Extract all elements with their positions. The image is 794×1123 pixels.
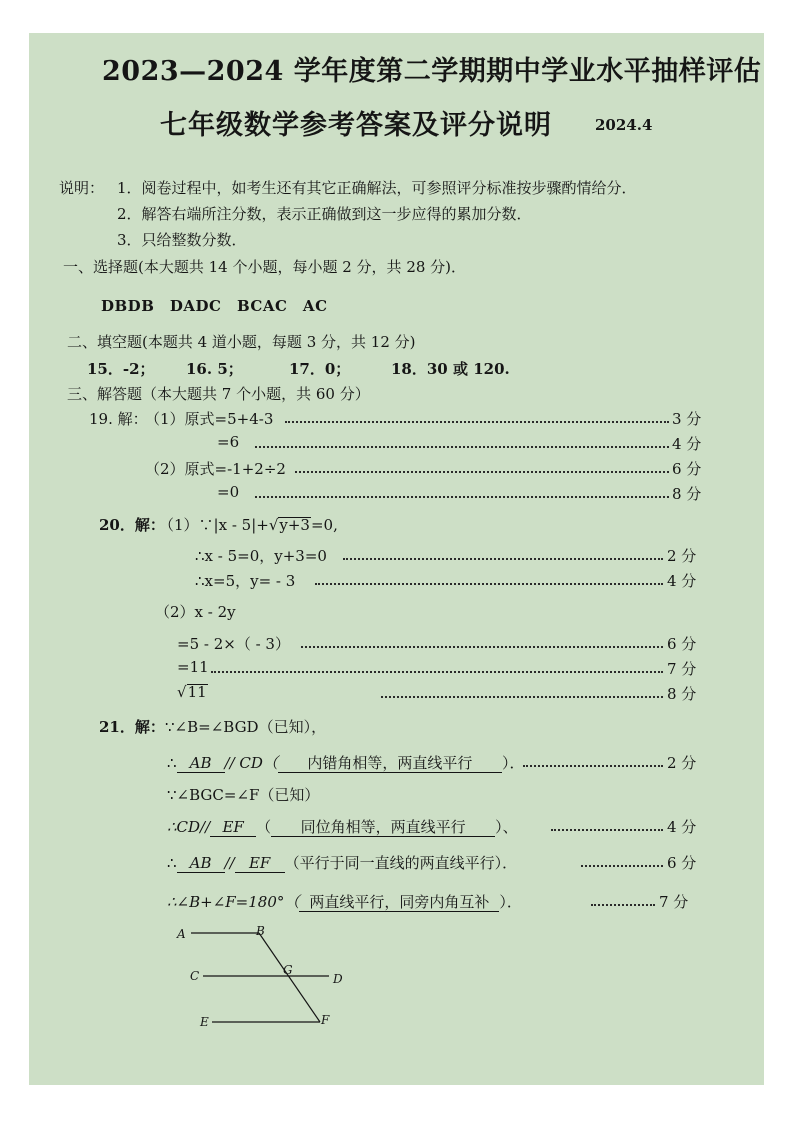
q20-line7 <box>177 683 208 701</box>
date: 2024.4 <box>595 116 653 134</box>
label-a: A <box>177 927 186 941</box>
q21-line2 <box>167 752 524 773</box>
q20-score-3: 4 分 <box>667 572 697 590</box>
q21-line5-b: // <box>224 854 235 872</box>
q21-line5 <box>167 852 517 873</box>
q20-line1 <box>159 514 338 535</box>
q20-leader-5 <box>301 646 663 648</box>
q21-blank-reason-1: 内错角相等，两直线平行 <box>278 755 502 773</box>
note-1: 1．阅卷过程中，如考生还有其它正确解法，可参照评分标准按步骤酌情给分． <box>117 179 637 197</box>
section3-heading: 三、解答题（本大题共 7 个小题，共 60 分） <box>67 385 370 403</box>
q21-line4-b: （ <box>256 818 272 836</box>
section1-heading: 一、选择题(本大题共 14 个小题，每小题 2 分，共 28 分)． <box>63 258 467 276</box>
q19-leader-3 <box>295 471 669 473</box>
note-3: 3．只给整数分数． <box>117 231 247 249</box>
q21-blank-ab-1: AB <box>177 755 225 773</box>
q20-line1-radicand: y+3 <box>279 516 310 534</box>
q20-line1-b: =0, <box>310 516 338 534</box>
choice-answers: DBDB DADC BCAC AC <box>101 297 328 315</box>
q21-label: 21．解： <box>99 718 165 736</box>
notes-label: 说明： <box>59 179 105 197</box>
q21-leader-6 <box>591 904 655 906</box>
q20-score-5: 6 分 <box>667 635 697 653</box>
q21-blank-ef-1: EF <box>210 819 256 837</box>
q19-line2: =6 <box>217 433 240 451</box>
q20-leader-6 <box>211 671 663 673</box>
q21-line4-a: ∴CD// <box>167 818 211 836</box>
q19-score-3: 6 分 <box>672 460 702 478</box>
label-b: B <box>256 924 265 938</box>
answer-18: 18．30 或 120. <box>391 360 510 378</box>
q21-line1: ∵∠B=∠BGD（已知）， <box>165 718 327 736</box>
q19-label: 19. 解： <box>89 410 148 428</box>
answer-sheet <box>29 33 764 1085</box>
q20-line6: =11 <box>177 658 209 676</box>
q20-leader-2 <box>343 558 663 560</box>
q21-blank-ef-2: EF <box>235 855 285 873</box>
q19-leader-1 <box>285 421 669 423</box>
q21-line2-c: ）． <box>501 754 525 772</box>
q21-score-5: 6 分 <box>667 854 697 872</box>
label-c: C <box>190 969 200 983</box>
q21-score-2: 2 分 <box>667 754 697 772</box>
q21-line5-c: （平行于同一直线的两直线平行）． <box>284 854 518 872</box>
q19-line1: （1）原式=5+4-3 <box>145 410 274 428</box>
q21-leader-2 <box>523 765 663 767</box>
q21-line6-c: ）． <box>499 893 522 911</box>
transversal-bf <box>259 933 320 1022</box>
q20-score-6: 7 分 <box>667 660 697 678</box>
q21-line4-c: ）、 <box>495 818 518 836</box>
q21-line6-a: ∴∠B+∠F=180°（ <box>167 893 300 911</box>
q20-line2: ∴x - 5=0，y+3=0 <box>195 547 327 565</box>
note-2: 2．解答右端所注分数，表示正确做到这一步应得的累加分数． <box>117 205 532 223</box>
q19-score-2: 4 分 <box>672 435 702 453</box>
q21-line2-b: // CD（ <box>224 754 278 772</box>
q21-line5-a: ∴ <box>167 854 177 872</box>
q20-leader-7 <box>381 696 663 698</box>
label-g: G <box>283 963 293 977</box>
q21-line3: ∵∠BGC=∠F（已知） <box>167 786 320 804</box>
q20-line1-a: （1）∵|x - 5|+ <box>159 516 269 534</box>
q21-blank-reason-2: 同位角相等，两直线平行 <box>271 819 495 837</box>
q21-leader-4 <box>551 829 663 831</box>
q19-line3: （2）原式=-1+2÷2 <box>145 460 286 478</box>
section2-heading: 二、填空题(本题共 4 道小题，每题 3 分，共 12 分) <box>67 333 416 351</box>
sqrt-symbol: √ <box>268 516 279 534</box>
title-line-2: 七年级数学参考答案及评分说明 <box>160 110 552 141</box>
q20-score-2: 2 分 <box>667 547 697 565</box>
title-line-1: 2023—2024 学年度第二学期期中学业水平抽样评估 <box>102 56 762 87</box>
q19-line4: =0 <box>217 483 240 501</box>
q20-leader-3 <box>315 583 663 585</box>
q19-leader-2 <box>255 446 669 448</box>
answer-17: 17．0； <box>289 360 351 378</box>
q19-leader-4 <box>255 496 669 498</box>
label-f: F <box>321 1013 330 1027</box>
q21-line4 <box>167 816 518 837</box>
q20-line5: =5 - 2×（ - 3） <box>177 635 290 653</box>
q19-score-4: 8 分 <box>672 485 702 503</box>
q21-blank-ab-2: AB <box>177 855 225 873</box>
label-d: D <box>333 972 343 986</box>
answer-16: 16. 5； <box>186 360 243 378</box>
answer-15: 15．-2； <box>87 360 155 378</box>
q21-blank-reason-3: 两直线平行，同旁内角互补 <box>299 894 499 912</box>
q20-score-7: 8 分 <box>667 685 697 703</box>
q21-line2-a: ∴ <box>167 754 177 772</box>
q20-line4: （2）x - 2y <box>155 603 236 621</box>
label-e: E <box>200 1015 209 1029</box>
q21-leader-5 <box>581 865 663 867</box>
sqrt-symbol: √ <box>177 683 187 701</box>
q20-line3: ∴x=5，y= - 3 <box>195 572 296 590</box>
q20-line7-radicand: 11 <box>187 683 207 701</box>
q21-line6 <box>167 891 522 912</box>
q21-score-4: 4 分 <box>667 818 697 836</box>
q20-label: 20．解： <box>99 516 165 534</box>
q21-score-6: 7 分 <box>659 893 689 911</box>
q19-score-1: 3 分 <box>672 410 702 428</box>
